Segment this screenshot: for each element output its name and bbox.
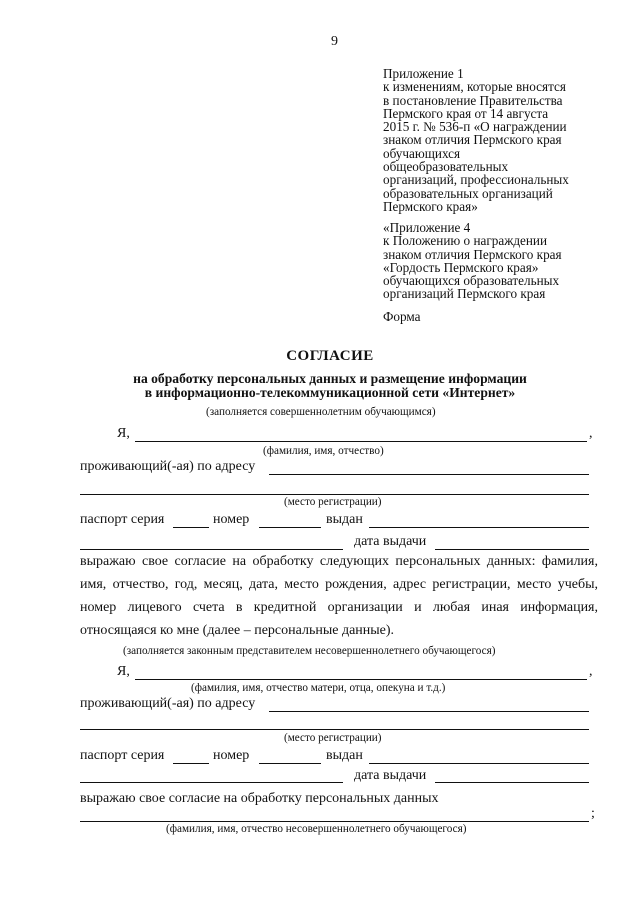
section1-note: (заполняется совершеннолетним обучающимся) — [206, 406, 436, 418]
page-number: 9 — [331, 34, 338, 49]
section1-passport-series-label: паспорт серия — [80, 512, 165, 527]
appendix-1-line: в постановление Правительства — [383, 92, 563, 108]
section2-issue-date-label: дата выдачи — [354, 768, 427, 783]
section2-issue-date-field[interactable] — [435, 782, 589, 783]
section1-i-label: Я, — [117, 426, 130, 441]
section2-address-field-2[interactable] — [80, 729, 589, 730]
appendix-1-line: образовательных организаций — [383, 185, 553, 201]
appendix-4-line: обучающихся образовательных — [383, 273, 560, 289]
appendix-4-line: «Приложение 4 — [383, 220, 471, 235]
appendix-1-line: к изменениям, которые вносятся — [383, 79, 566, 95]
section1-name-field[interactable] — [135, 441, 587, 442]
subtitle-line: в информационно-телекоммуникационной сети «Интернет» — [144, 385, 516, 400]
appendix-1-line: Пермского края от 14 августа — [383, 105, 549, 121]
section2-issued-by-field-2[interactable] — [80, 782, 343, 783]
appendix-1-line: знаком отличия Пермского края — [383, 132, 562, 148]
form-label: Форма — [383, 309, 421, 324]
appendix-4-line: организаций Пермского края — [383, 286, 546, 302]
section2-name-hint: (фамилия, имя, отчество матери, отца, опекуна и т.д.) — [191, 682, 446, 694]
section1-address-field-2[interactable] — [80, 494, 589, 495]
section2-minor-hint: (фамилия, имя, отчество несовершеннолетнего обучающегося) — [166, 823, 467, 835]
section1-issued-by-field[interactable] — [369, 527, 589, 528]
section2-residing-label: проживающий(-ая) по адресу — [80, 696, 256, 711]
section1-registration-hint: (место регистрации) — [284, 496, 382, 508]
subtitle-line: на обработку персональных данных и размещение информации — [133, 371, 527, 386]
appendix-4-line: «Гордость Пермского края» — [383, 259, 539, 275]
section2-minor-name-field[interactable] — [80, 821, 589, 822]
section2-name-field[interactable] — [135, 679, 587, 680]
section2-note: (заполняется законным представителем несовершеннолетнего обучающегося) — [123, 645, 496, 657]
section1-address-field[interactable] — [269, 474, 589, 475]
section1-name-hint: (фамилия, имя, отчество) — [263, 445, 384, 457]
section2-consent-text: выражаю свое согласие на обработку персональных данных — [80, 791, 439, 806]
section2-comma: , — [589, 664, 593, 679]
appendix-1-line: организаций, профессиональных — [383, 172, 569, 188]
appendix-1-line: общеобразовательных — [383, 159, 509, 175]
document-subtitle — [0, 372, 640, 400]
appendix-1-line: Приложение 1 — [383, 66, 464, 81]
section2-passport-series-field[interactable] — [173, 763, 209, 764]
section1-residing-label: проживающий(-ая) по адресу — [80, 459, 256, 474]
appendix-1-line: 2015 г. № 536-п «О награждении — [383, 119, 567, 135]
appendix-4-block — [383, 221, 623, 301]
appendix-4-line: знаком отличия Пермского края — [383, 246, 562, 262]
section2-issued-by-label: выдан — [326, 748, 363, 763]
section2-semicolon: ; — [591, 806, 595, 821]
section2-registration-hint: (место регистрации) — [284, 732, 382, 744]
appendix-1-block — [383, 67, 623, 213]
appendix-1-line: Пермского края» — [383, 198, 478, 214]
section2-issued-by-field[interactable] — [369, 763, 589, 764]
section1-issue-date-label: дата выдачи — [354, 534, 427, 549]
section1-passport-series-field[interactable] — [173, 527, 209, 528]
appendix-1-line: обучающихся — [383, 145, 461, 161]
document-title: СОГЛАСИЕ — [286, 348, 374, 364]
section2-passport-number-label: номер — [213, 748, 250, 763]
section2-passport-number-field[interactable] — [259, 763, 321, 764]
section2-i-label: Я, — [117, 664, 130, 679]
section1-consent-text: выражаю свое согласие на обработку следующих персональных данных: фамилия, имя, отчество, год, месяц, дата, место рождения, адрес регистрации, место учебы, номер лицевого счета в кредитной организации и любая иная информация, относящаяся ко мне (далее – персональные данные). — [80, 554, 598, 638]
section1-issued-by-label: выдан — [326, 512, 363, 527]
appendix-4-line: к Положению о награждении — [383, 233, 548, 249]
section2-address-field[interactable] — [269, 711, 589, 712]
section1-passport-number-label: номер — [213, 512, 250, 527]
section1-passport-number-field[interactable] — [259, 527, 321, 528]
section1-comma: , — [589, 426, 593, 441]
section2-passport-series-label: паспорт серия — [80, 748, 165, 763]
